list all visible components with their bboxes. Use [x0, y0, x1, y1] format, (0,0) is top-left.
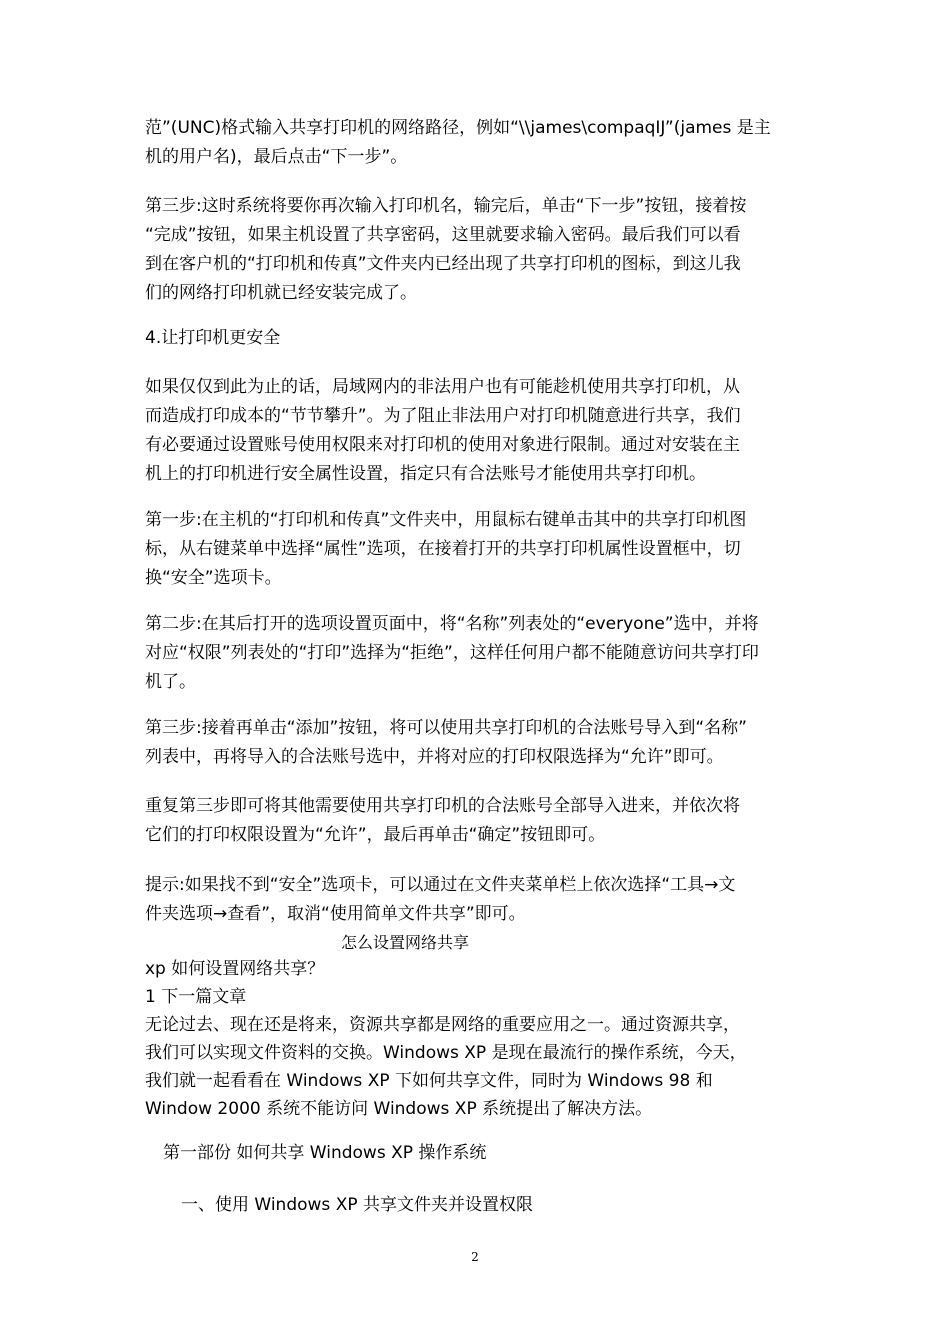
- paragraph-step-two-security: [145, 610, 815, 697]
- heading-part-one: [163, 1139, 833, 1168]
- paragraph-step-three-security: [145, 714, 815, 772]
- text-line: 换“安全”选项卡。: [145, 568, 282, 588]
- text-line: 4.让打印机更安全: [145, 328, 281, 348]
- section-title-network-share: 怎么设置网络共享: [340, 933, 469, 952]
- text-line: 第一步:在主机的“打印机和传真”文件夹中，用鼠标右键单击其中的共享打印机图: [145, 510, 747, 530]
- paragraph-security-intro: [145, 373, 815, 489]
- page-number: 2: [471, 1250, 479, 1264]
- text-line: 第二步:在其后打开的选项设置页面中，将“名称”列表处的“everyone”选中，并将: [145, 614, 759, 634]
- text-line: Window 2000 系统不能访问 Windows XP 系统提出了解决方法。: [145, 1099, 653, 1119]
- text-line: xp 如何设置网络共享？: [145, 959, 325, 979]
- text-line: 第三步:接着再单击“添加”按钮，将可以使用共享打印机的合法账号导入到“名称”: [145, 718, 747, 738]
- paragraph-xp-sharing-intro: [145, 955, 815, 1123]
- text-line: 件夹选项→查看”，取消“使用简单文件共享”即可。: [145, 904, 526, 924]
- text-line: 有必要通过设置账号使用权限来对打印机的使用对象进行限制。通过对安装在主: [145, 435, 740, 455]
- text-line: 机上的打印机进行安全属性设置，指定只有合法账号才能使用共享打印机。: [145, 464, 706, 484]
- text-line: 重复第三步即可将其他需要使用共享打印机的合法账号全部导入进来，并依次将: [145, 796, 740, 816]
- paragraph-step-three-install: [145, 192, 815, 308]
- text-line: 一、使用 Windows XP 共享文件夹并设置权限: [181, 1195, 533, 1215]
- text-line: 第三步:这时系统将要你再次输入打印机名，输完后，单击“下一步”按钮，接着按: [145, 196, 747, 216]
- paragraph-unc-path: [145, 114, 815, 172]
- text-line: 第一部份 如何共享 Windows XP 操作系统: [163, 1143, 487, 1163]
- text-line: 对应“权限”列表处的“打印”选择为“拒绝”，这样任何用户都不能随意访问共享打印: [145, 643, 759, 663]
- heading-subsection-one: [181, 1191, 851, 1220]
- paragraph-tip: [145, 871, 815, 929]
- text-line: 机了。: [145, 672, 196, 692]
- paragraph-repeat-step: [145, 792, 815, 850]
- paragraph-step-one-security: [145, 506, 815, 593]
- text-line: 而造成打印成本的“节节攀升”。为了阻止非法用户对打印机随意进行共享，我们: [145, 406, 741, 426]
- text-line: 我们可以实现文件资料的交换。Windows XP 是现在最流行的操作系统，今天，: [145, 1043, 747, 1063]
- text-line: 无论过去、现在还是将来，资源共享都是网络的重要应用之一。通过资源共享，: [145, 1015, 740, 1035]
- text-line: 提示:如果找不到“安全”选项卡，可以通过在文件夹菜单栏上依次选择“工具→文: [145, 875, 736, 895]
- text-line: 1 下一篇文章: [145, 987, 247, 1007]
- text-line: 列表中，再将导入的合法账号选中，并将对应的打印权限选择为“允许”即可。: [145, 747, 724, 767]
- text-line: 机的用户名)，最后点击“下一步”。: [145, 147, 408, 167]
- text-line: 我们就一起看看在 Windows XP 下如何共享文件，同时为 Windows 98 和: [145, 1071, 713, 1091]
- text-line: 们的网络打印机就已经安装完成了。: [145, 283, 417, 303]
- text-line: 标，从右键菜单中选择“属性”选项，在接着打开的共享打印机属性设置框中，切: [145, 539, 741, 559]
- heading-printer-security: [145, 324, 815, 353]
- text-line: 如果仅仅到此为止的话，局域网内的非法用户也有可能趁机使用共享打印机，从: [145, 377, 740, 397]
- text-line: 范”(UNC)格式输入共享打印机的网络路径，例如“\\james\compaqIJ”(james 是主: [145, 118, 771, 138]
- text-line: 到在客户机的“打印机和传真”文件夹内已经出现了共享打印机的图标，到这儿我: [145, 254, 741, 274]
- text-line: 它们的打印权限设置为“允许”，最后再单击“确定”按钮即可。: [145, 825, 606, 845]
- text-line: “完成”按钮，如果主机设置了共享密码，这里就要求输入密码。最后我们可以看: [145, 225, 741, 245]
